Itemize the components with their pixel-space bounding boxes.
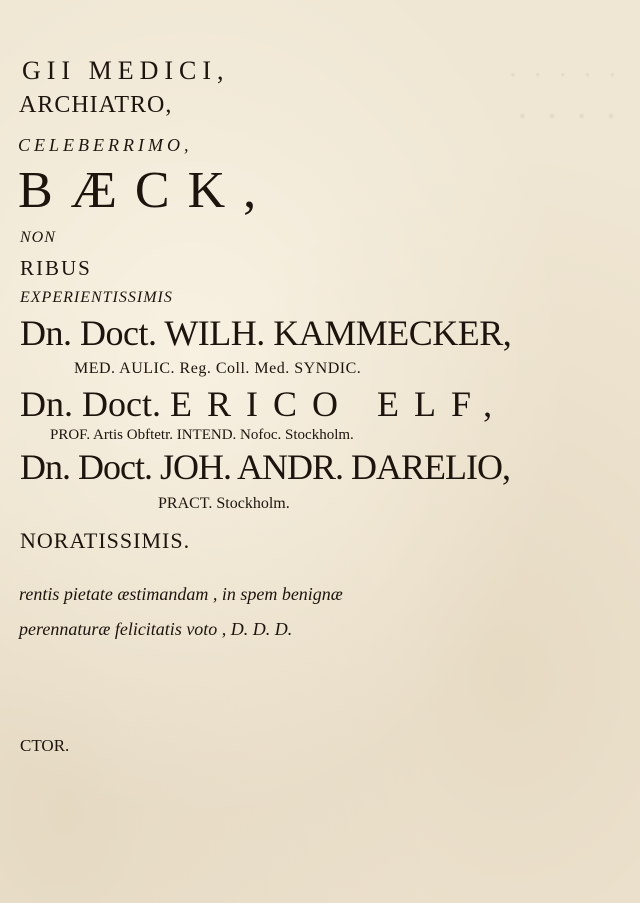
baeck-name: BÆCK, — [18, 162, 275, 219]
ribus-line: RIBUS — [20, 256, 92, 280]
show-through-line-2: · · · · — [517, 100, 622, 133]
ctor-line: CTOR. — [20, 736, 70, 755]
kammecker-title: MED. AULIC. Reg. Coll. Med. SYNDIC. — [74, 360, 362, 377]
italic-line-1: rentis pietate æstimandam , in spem benignæ — [19, 584, 343, 604]
dedication-line: GII MEDICI, — [22, 56, 230, 85]
darelio-name: Dn. Doct. JOH. ANDR. DARELIO, — [20, 447, 510, 487]
elf-line — [20, 386, 507, 422]
non-line: NON — [20, 229, 56, 246]
kammecker-name: Dn. Doct. WILH. KAMMECKER, — [20, 313, 512, 353]
elf-title: PROF. Artis Obftetr. INTEND. Nofoc. Stockholm. — [50, 427, 354, 443]
experientissimis-line: EXPERIENTISSIMIS — [20, 289, 173, 306]
show-through-line-1: · · · · · — [509, 62, 622, 87]
elf-prefix: Dn. Doct. — [20, 384, 161, 424]
noratissimis-line: NORATISSIMIS. — [20, 528, 191, 553]
archiatro-line: ARCHIATRO, — [19, 92, 173, 118]
celeberrimo-line: CELEBERRIMO, — [18, 135, 193, 155]
elf-name: ERICO ELF, — [169, 384, 508, 424]
darelio-title: PRACT. Stockholm. — [158, 495, 290, 512]
italic-line-2: perennaturæ felicitatis voto , D. D. D. — [19, 619, 293, 639]
